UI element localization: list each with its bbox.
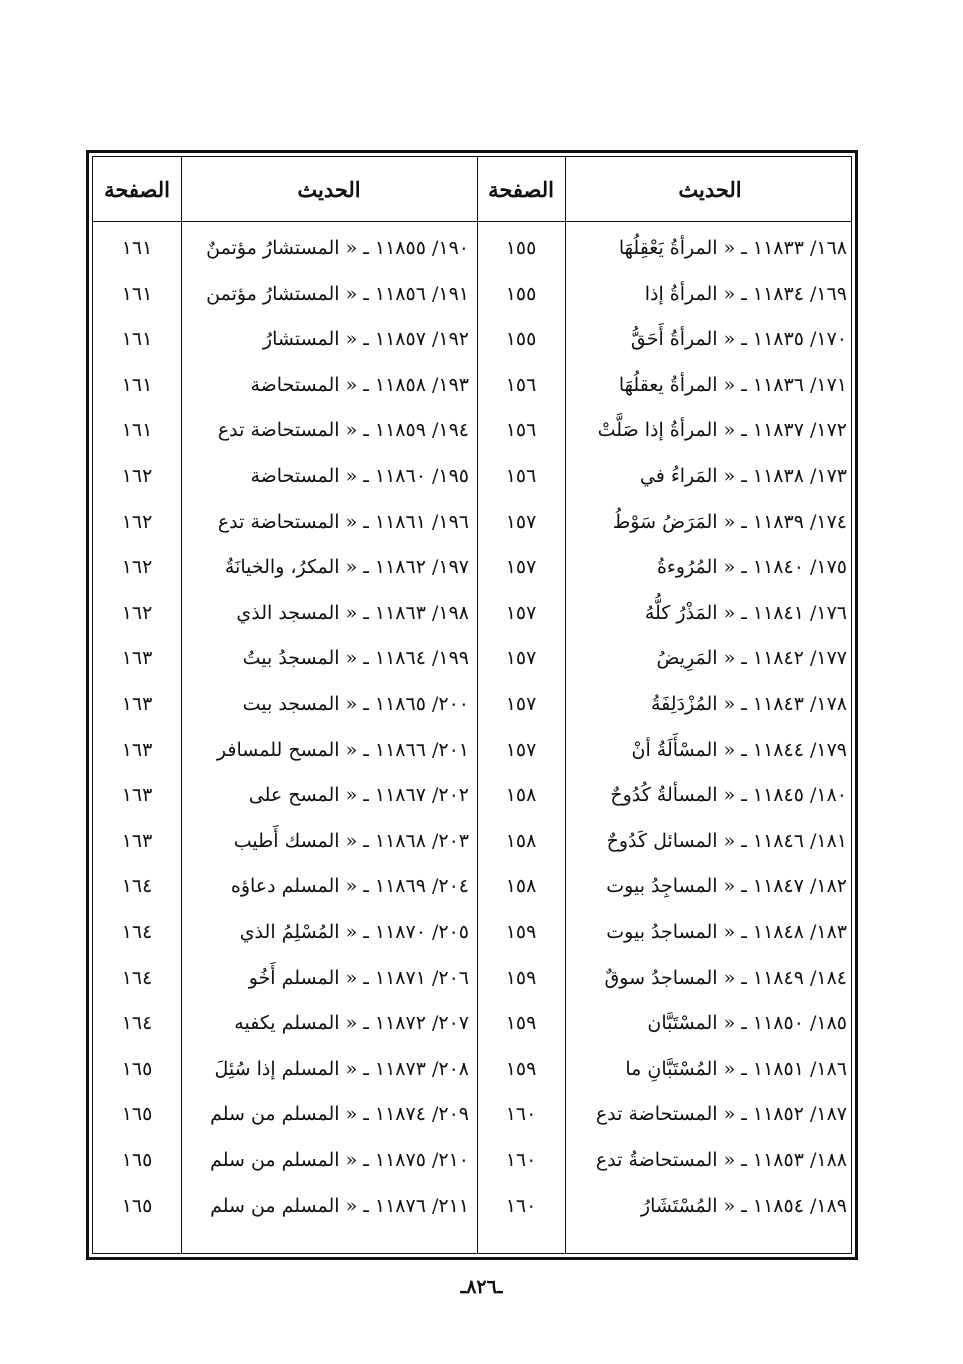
index-table <box>86 150 858 1260</box>
header-hadith-right: الحديث <box>678 176 742 202</box>
hadith-entry: ١٧٢/ ١١٨٣٧ ـ « المرأةُ إذا صَلَّتْ <box>597 419 847 442</box>
page-number-cell: ١٦٤ <box>121 921 153 943</box>
hadith-entry: ١٧٨/ ١١٨٤٣ ـ « المُزْدَلِفَةُ <box>650 693 847 715</box>
page-number-cell: ١٥٨ <box>505 829 537 852</box>
hadith-entry: ٢٠٤/ ١١٨٦٩ ـ « المسلم دعاؤه <box>230 875 469 898</box>
hadith-entry: ١٨٣/ ١١٨٤٨ ـ « المساجدُ بيوت <box>606 921 847 943</box>
table-row <box>93 635 851 681</box>
page-number-cell: ١٥٦ <box>505 419 537 442</box>
page-number-cell: ١٦١ <box>121 373 153 396</box>
hadith-entry: ٢١١/ ١١٨٧٦ ـ « المسلم من سلم <box>210 1194 469 1217</box>
page-number-cell: ١٦٤ <box>121 966 153 989</box>
hadith-entry: ١٧٦/ ١١٨٤١ ـ « المَذْرُ كلُّهُ <box>644 601 847 624</box>
hadith-entry: ١٧٠/ ١١٨٣٥ ـ « المرأةُ أَحَقُّ <box>630 328 847 351</box>
page-number-cell: ١٥٥ <box>505 328 537 351</box>
page-number-cell: ١٥٩ <box>505 1057 537 1080</box>
page-number-cell: ١٥٧ <box>505 510 537 533</box>
table-row <box>93 955 851 1001</box>
table-row <box>93 499 851 545</box>
header-page-right: الصفحة <box>488 176 554 202</box>
table-row <box>93 1091 851 1137</box>
table-row <box>93 590 851 636</box>
page-number-cell: ١٥٥ <box>505 237 537 259</box>
hadith-entry: ١٩٥/ ١١٨٦٠ ـ « المستحاضة <box>250 465 469 487</box>
hadith-entry: ٢٠٥/ ١١٨٧٠ ـ « المُسْلِمُ الذي <box>239 921 469 943</box>
hadith-entry: ١٧١/ ١١٨٣٦ ـ « المرأةُ يعقلُهَا <box>618 373 847 396</box>
hadith-entry: ٢٠٧/ ١١٨٧٢ ـ « المسلم يكفيه <box>234 1012 469 1035</box>
table-row <box>93 316 851 362</box>
page-number-cell: ١٥٧ <box>505 601 537 624</box>
page-number-cell: ١٦٤ <box>121 1012 153 1035</box>
hadith-entry: ١٨٤/ ١١٨٤٩ ـ « المساجدُ سوقٌ <box>604 966 847 989</box>
hadith-entry: ٢٠٢/ ١١٨٦٧ ـ « المسح على <box>248 784 469 807</box>
hadith-entry: ١٦٨/ ١١٨٣٣ ـ « المرأةُ يَعْقِلُهَا <box>618 237 847 259</box>
hadith-entry: ١٩١/ ١١٨٥٦ ـ « المستشارُ مؤتمن <box>206 282 469 305</box>
hadith-entry: ١٩٠/ ١١٨٥٥ ـ « المستشارُ مؤتمنٌ <box>206 237 469 259</box>
page-number-cell: ١٥٩ <box>505 921 537 943</box>
page-number-cell: ١٦١ <box>121 282 153 305</box>
table-row <box>93 271 851 317</box>
page-number-cell: ١٥٥ <box>505 282 537 305</box>
page-number-cell: ١٥٦ <box>505 465 537 487</box>
page-number-cell: ١٦٣ <box>121 829 153 852</box>
table-row <box>93 863 851 909</box>
page-number-cell: ١٦١ <box>121 237 153 259</box>
hadith-entry: ١٦٩/ ١١٨٣٤ ـ « المرأةُ إذا <box>644 282 847 305</box>
table-row <box>93 225 851 271</box>
page-number-cell: ١٦٣ <box>121 784 153 807</box>
hadith-entry: ١٨٧/ ١١٨٥٢ ـ « المستحاضة تدع <box>595 1103 847 1126</box>
hadith-entry: ١٧٣/ ١١٨٣٨ ـ « المَراءُ في <box>639 465 847 487</box>
page-number-cell: ١٦٣ <box>121 647 153 670</box>
hadith-entry: ١٩٣/ ١١٨٥٨ ـ « المستحاضة <box>250 373 469 396</box>
page-number-cell: ١٦٢ <box>121 556 153 579</box>
table-row <box>93 362 851 408</box>
hadith-entry: ٢٠٦/ ١١٨٧١ ـ « المسلم أَخُو <box>248 966 469 989</box>
page-number-cell: ١٦١ <box>121 419 153 442</box>
page-number-cell: ١٥٧ <box>505 556 537 579</box>
page-number-cell: ١٦٥ <box>121 1057 153 1080</box>
hadith-entry: ١٨٨/ ١١٨٥٣ ـ « المستحاضةُ تدع <box>595 1149 847 1171</box>
page-number-cell: ١٦٣ <box>121 693 153 715</box>
table-row <box>93 818 851 864</box>
page-number-cell: ١٦٥ <box>121 1103 153 1126</box>
table-row <box>93 1000 851 1046</box>
hadith-entry: ١٧٩/ ١١٨٤٤ ـ « المسْأَلَةُ أنْ <box>631 738 847 761</box>
page-number-cell: ١٥٩ <box>505 966 537 989</box>
page-number-cell: ١٥٧ <box>505 738 537 761</box>
header-page-left: الصفحة <box>104 176 170 202</box>
page-number-cell: ١٥٩ <box>505 1012 537 1035</box>
hadith-entry: ٢٠٩/ ١١٨٧٤ ـ « المسلم من سلم <box>210 1103 469 1126</box>
hadith-entry: ٢٠١/ ١١٨٦٦ ـ « المسح للمسافر <box>216 738 469 761</box>
page-number: ـ٨٢٦ـ <box>460 1276 503 1298</box>
index-table-inner <box>92 156 852 1254</box>
table-row <box>93 1046 851 1092</box>
header-hadith-left: الحديث <box>297 176 361 202</box>
table-row <box>93 909 851 955</box>
table-row <box>93 544 851 590</box>
hadith-entry: ١٨٠/ ١١٨٤٥ ـ « المسألةُ كُدُوحٌ <box>610 784 847 807</box>
page-number-cell: ١٥٧ <box>505 647 537 670</box>
hadith-entry: ١٨١/ ١١٨٤٦ ـ « المسائل كَدُوحٌ <box>606 829 847 852</box>
hadith-entry: ١٩٢/ ١١٨٥٧ ـ « المستشارُ <box>262 328 469 351</box>
page-number-cell: ١٦٥ <box>121 1149 153 1171</box>
table-row <box>93 407 851 453</box>
hadith-entry: ٢٠٠/ ١١٨٦٥ ـ « المسجد بيت <box>242 693 469 715</box>
page-number-cell: ١٦٥ <box>121 1194 153 1217</box>
header-divider <box>93 221 851 222</box>
page-number-cell: ١٦٢ <box>121 510 153 533</box>
page-number-cell: ١٦٤ <box>121 875 153 898</box>
hadith-entry: ١٨٢/ ١١٨٤٧ ـ « المساجِدُ بيوت <box>606 875 847 898</box>
hadith-entry: ١٨٦/ ١١٨٥١ ـ « المُسْتَبَّانِ ما <box>625 1057 847 1080</box>
table-row <box>93 1137 851 1183</box>
hadith-entry: ١٧٧/ ١١٨٤٢ ـ « المَرِيضُ <box>656 647 847 670</box>
hadith-entry: ٢٠٣/ ١١٨٦٨ ـ « المسك أَطيب <box>233 829 469 852</box>
hadith-entry: ١٩٤/ ١١٨٥٩ ـ « المستحاضة تدع <box>217 419 469 442</box>
hadith-entry: ٢٠٨/ ١١٨٧٣ ـ « المسلم إذا سُئِلَ <box>214 1057 469 1080</box>
page-number-cell: ١٦٠ <box>505 1103 537 1126</box>
hadith-entry: ١٧٤/ ١١٨٣٩ ـ « المَرَضُ سَوْطُ <box>612 510 847 533</box>
page-number-cell: ١٦٢ <box>121 465 153 487</box>
hadith-entry: ١٩٩/ ١١٨٦٤ ـ « المسجدُ بيتُ <box>242 647 469 670</box>
page-number-cell: ١٦٠ <box>505 1149 537 1171</box>
hadith-entry: ١٨٥/ ١١٨٥٠ ـ « المسْتَبَّان <box>647 1012 847 1035</box>
hadith-entry: ١٩٧/ ١١٨٦٢ ـ « المكرُ، والخيانَةُ <box>224 556 469 579</box>
table-row <box>93 727 851 773</box>
page-number-cell: ١٦١ <box>121 328 153 351</box>
page-number-cell: ١٦٢ <box>121 601 153 624</box>
table-row <box>93 772 851 818</box>
hadith-entry: ١٩٦/ ١١٨٦١ ـ « المستحاضة تدع <box>217 510 469 533</box>
table-row <box>93 453 851 499</box>
hadith-entry: ١٧٥/ ١١٨٤٠ ـ « المُرُوءةُ <box>656 556 847 579</box>
table-row <box>93 1183 851 1229</box>
page-number-cell: ١٥٧ <box>505 693 537 715</box>
page-number-cell: ١٥٨ <box>505 784 537 807</box>
page-number-cell: ١٦٠ <box>505 1194 537 1217</box>
hadith-entry: ١٨٩/ ١١٨٥٤ ـ « المُسْتَشَارُ <box>640 1194 847 1217</box>
table-row <box>93 681 851 727</box>
page-number-cell: ١٥٦ <box>505 373 537 396</box>
page-number-cell: ١٦٣ <box>121 738 153 761</box>
page-number-cell: ١٥٨ <box>505 875 537 898</box>
hadith-entry: ٢١٠/ ١١٨٧٥ ـ « المسلم من سلم <box>210 1149 469 1171</box>
hadith-entry: ١٩٨/ ١١٨٦٣ ـ « المسجد الذي <box>236 601 469 624</box>
